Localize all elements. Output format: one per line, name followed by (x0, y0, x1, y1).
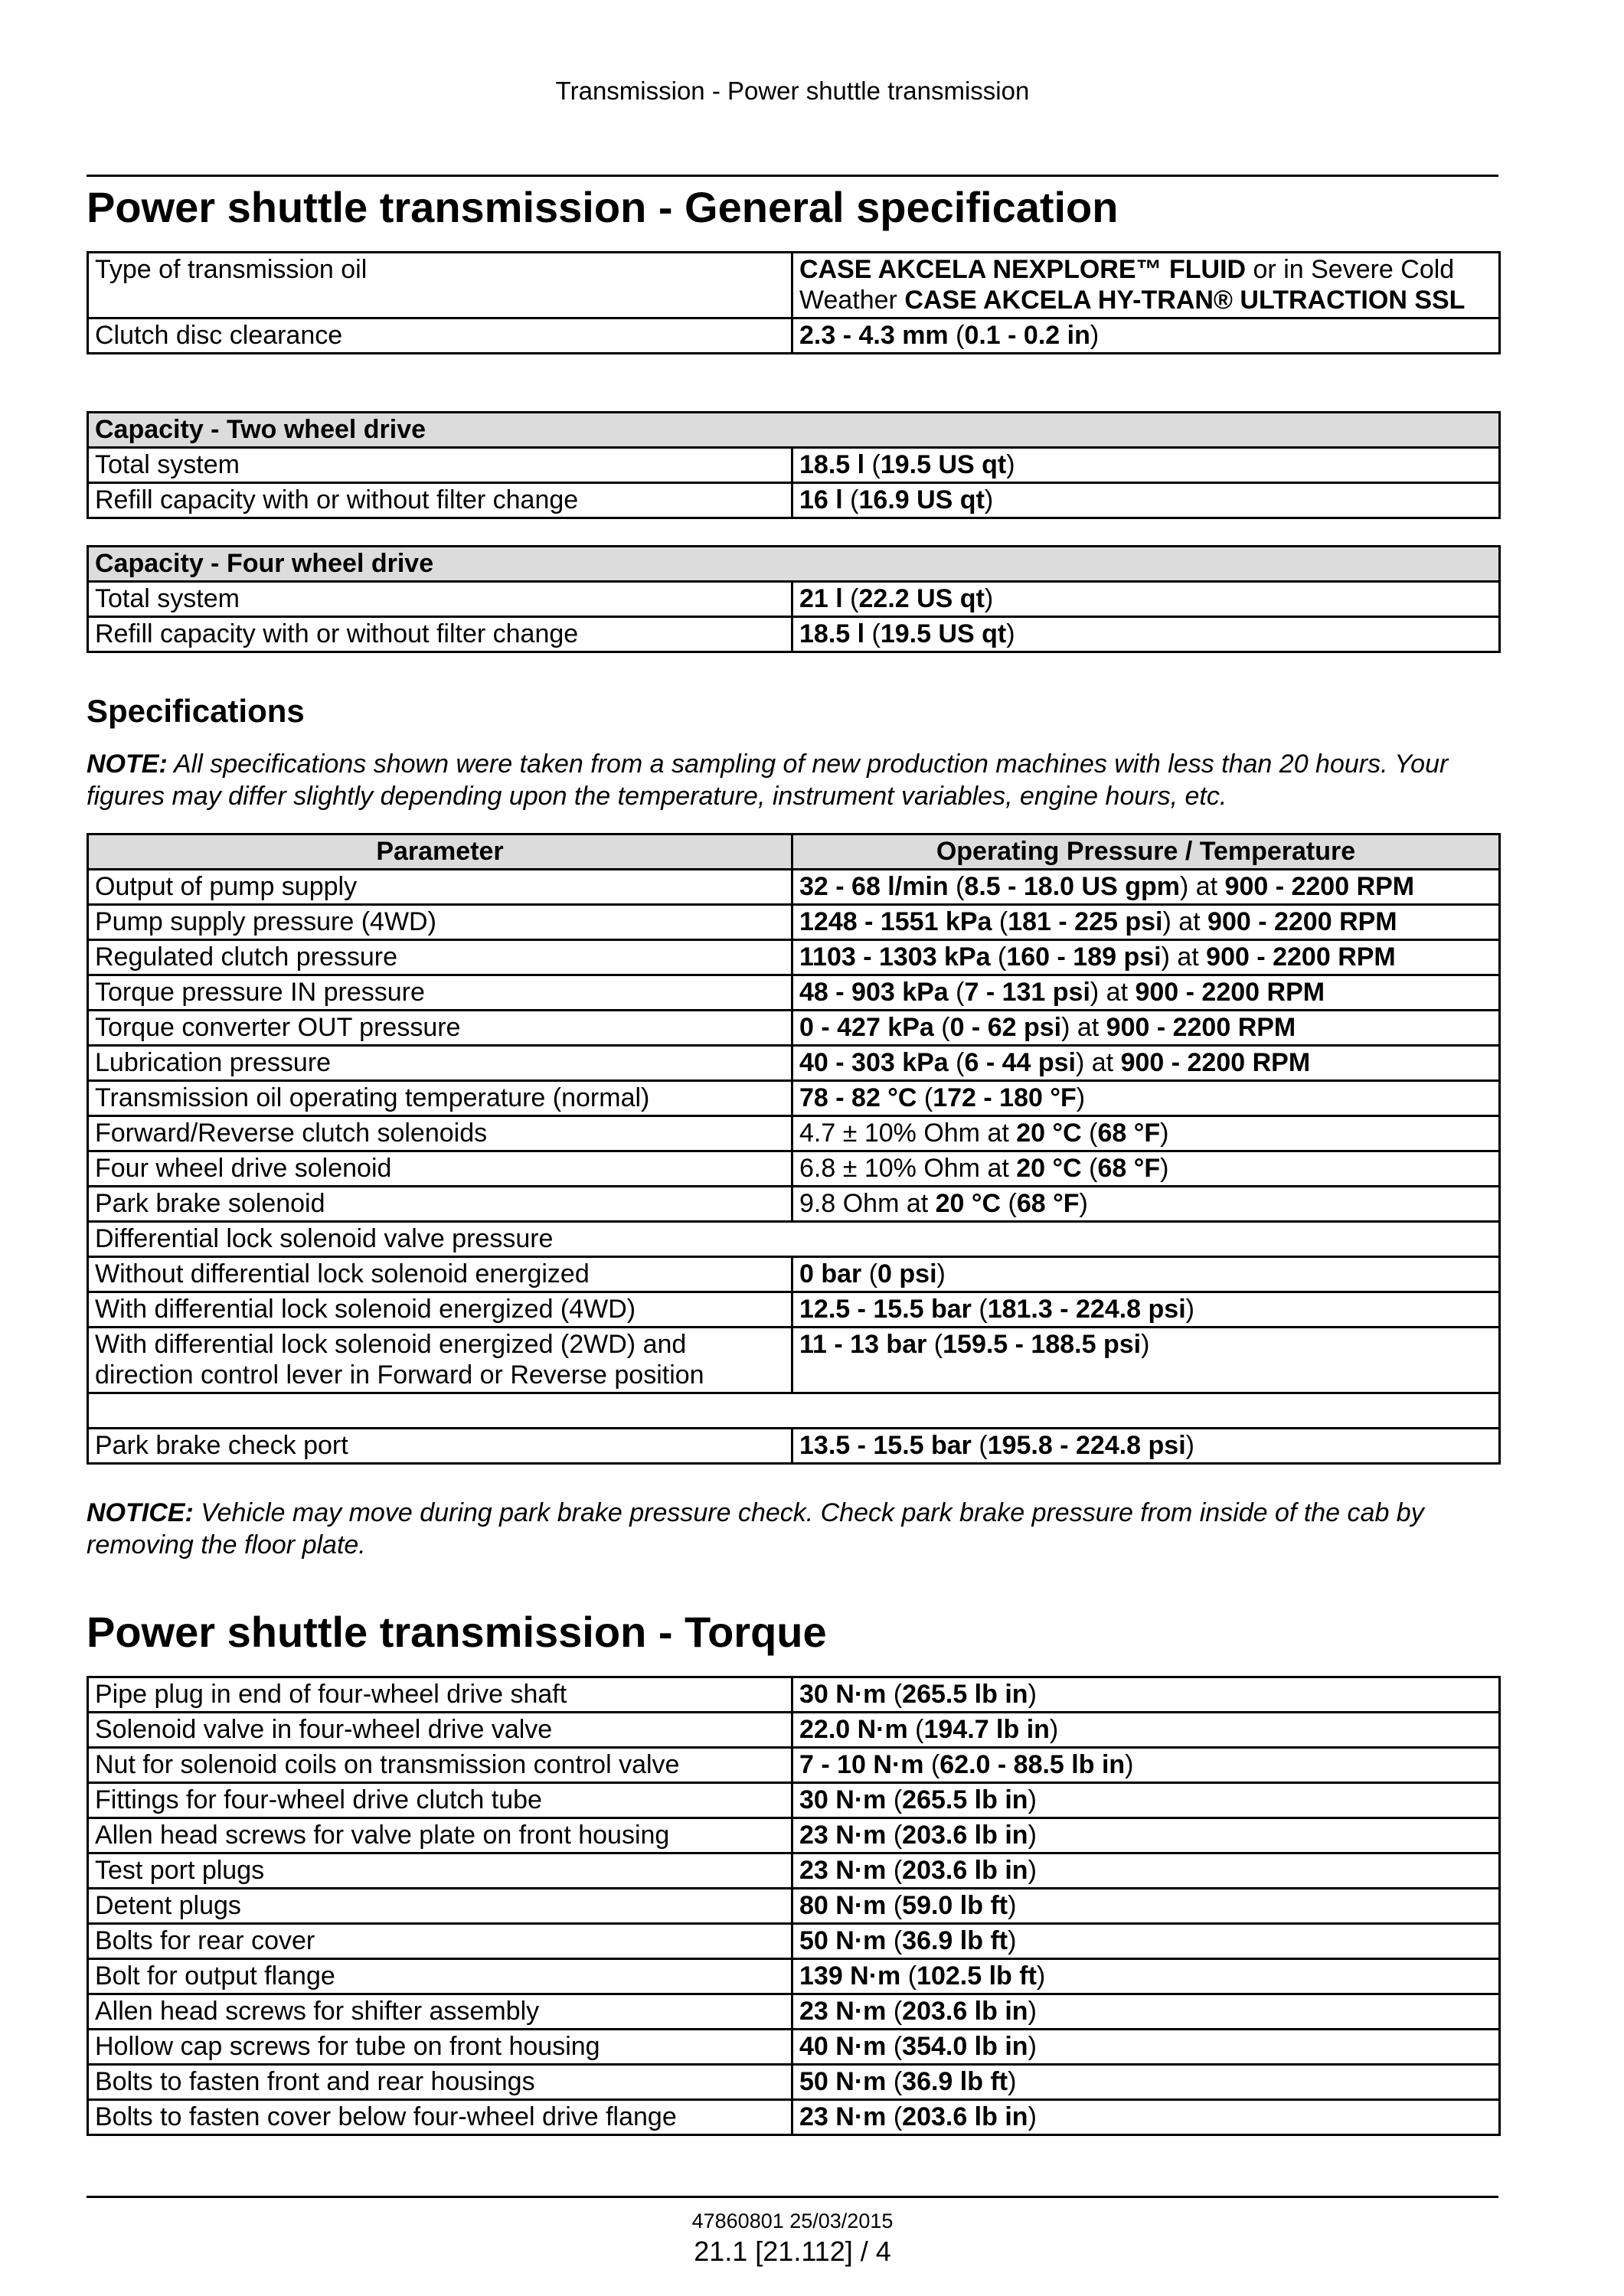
value-segment: 203.6 lb in (902, 2102, 1028, 2131)
table-row (88, 617, 1500, 652)
table-row (88, 1818, 1500, 1853)
table-row (88, 1328, 1500, 1393)
value-segment: 18.5 l (799, 450, 865, 479)
row-value (792, 1783, 1500, 1818)
row-value (792, 1853, 1500, 1889)
value-segment: 203.6 lb in (902, 1856, 1028, 1885)
value-segment: 16 l (799, 485, 843, 514)
value-segment: 68 °F (1097, 1154, 1161, 1183)
col-header-parameter: Parameter (88, 834, 792, 870)
table-row (88, 2100, 1500, 2135)
table-row (88, 582, 1500, 617)
row-value (792, 1818, 1500, 1853)
value-segment: 203.6 lb in (902, 1997, 1028, 2026)
row-label: Detent plugs (88, 1889, 792, 1924)
value-segment: 900 - 2200 RPM (1120, 1048, 1311, 1077)
value-segment: ) (1028, 1785, 1037, 1814)
value-segment: 6 - 44 psi (964, 1048, 1076, 1077)
value-segment: ( (971, 1431, 988, 1460)
table-row (88, 1257, 1500, 1292)
general-spec-title: Power shuttle transmission - General specification (87, 183, 1119, 231)
value-segment: 265.5 lb in (902, 1785, 1028, 1814)
value-segment: 900 - 2200 RPM (1206, 942, 1396, 972)
table-row (88, 975, 1500, 1011)
value-segment: 23 N·m (799, 1856, 887, 1885)
value-segment: ) (1185, 1295, 1194, 1324)
value-segment: ( (886, 2067, 903, 2096)
value-segment: ( (1081, 1154, 1098, 1183)
value-segment: ) (1006, 450, 1015, 479)
value-segment: ( (1081, 1119, 1098, 1148)
value-segment: 36.9 lb ft (902, 2067, 1008, 2096)
row-value (792, 1011, 1500, 1046)
row-value (792, 870, 1500, 905)
table-row (88, 870, 1500, 905)
value-segment: CASE AKCELA HY-TRAN® ULTRACTION SSL (904, 286, 1466, 315)
table-row (88, 1889, 1500, 1924)
value-segment: ) (1160, 1154, 1169, 1183)
value-segment: ( (886, 1891, 903, 1920)
table-row (88, 448, 1500, 483)
value-segment: 30 N·m (799, 1785, 887, 1814)
row-value (792, 448, 1500, 483)
row-label: Total system (88, 448, 792, 483)
table-row (88, 1081, 1500, 1116)
row-label: With differential lock solenoid energized (4WD) (88, 1292, 792, 1328)
row-value (792, 905, 1500, 940)
value-segment: ) (1049, 1715, 1059, 1744)
value-segment: ( (971, 1295, 988, 1324)
value-segment: ( (948, 1048, 965, 1077)
row-value (792, 253, 1500, 318)
value-segment: 172 - 180 °F (933, 1083, 1077, 1112)
value-segment: 0.1 - 0.2 in (964, 321, 1090, 350)
value-segment: ) (1028, 1821, 1037, 1850)
value-segment: 23 N·m (799, 1997, 887, 2026)
table-row (88, 483, 1500, 518)
value-segment: 16.9 US qt (858, 485, 985, 514)
header-rule (87, 175, 1498, 177)
value-segment: 0 - 427 kPa (799, 1013, 934, 1042)
value-segment: 23 N·m (799, 2102, 887, 2131)
row-value (792, 1081, 1500, 1116)
value-segment: 21 l (799, 584, 843, 613)
value-segment: ( (886, 1926, 903, 1955)
value-segment: ( (842, 485, 859, 514)
row-label: Regulated clutch pressure (88, 940, 792, 975)
value-segment: ) (984, 485, 994, 514)
row-value (792, 483, 1500, 518)
value-segment: ( (948, 872, 965, 901)
footer-doc-id: 47860801 25/03/2015 (691, 2209, 894, 2232)
value-segment: ) (1079, 1189, 1088, 1218)
row-label: Pump supply pressure (4WD) (88, 905, 792, 940)
value-segment: ( (948, 321, 965, 350)
specifications-heading: Specifications (87, 693, 305, 729)
row-label: Bolt for output flange (88, 1959, 792, 1994)
value-segment: 59.0 lb ft (902, 1891, 1008, 1920)
row-label: Torque converter OUT pressure (88, 1011, 792, 1046)
row-value (792, 1959, 1500, 1994)
row-label: Park brake solenoid (88, 1187, 792, 1222)
value-segment: 68 °F (1097, 1119, 1161, 1148)
value-segment: 36.9 lb ft (902, 1926, 1008, 1955)
value-segment: 80 N·m (799, 1891, 887, 1920)
value-segment: 30 N·m (799, 1680, 887, 1709)
table-row (88, 1011, 1500, 1046)
value-segment: 203.6 lb in (902, 1821, 1028, 1850)
value-segment: ( (886, 1821, 903, 1850)
value-segment: 159.5 - 188.5 psi (943, 1330, 1142, 1359)
row-label: Four wheel drive solenoid (88, 1151, 792, 1187)
value-segment: 19.5 US qt (880, 619, 1007, 648)
value-segment: ) (1141, 1330, 1150, 1359)
value-segment: 900 - 2200 RPM (1135, 978, 1325, 1007)
general-spec-table (87, 251, 1501, 354)
table-row (88, 1994, 1500, 2030)
running-header: Transmission - Power shuttle transmission (555, 77, 1030, 105)
value-segment: ( (886, 2102, 903, 2131)
value-segment: 1103 - 1303 kPa (799, 942, 991, 972)
specifications-note (87, 748, 1498, 812)
value-segment: ) (1028, 2032, 1037, 2061)
row-label: Lubrication pressure (88, 1046, 792, 1081)
value-segment: ) (1090, 321, 1100, 350)
value-segment: 6.8 ± 10% Ohm at (799, 1154, 1017, 1183)
value-segment: ) (1028, 2102, 1037, 2131)
value-segment: 20 °C (1016, 1154, 1082, 1183)
note-text: All specifications shown were taken from a sampling of new production machines with less than 20 hours. Your figures may differ slightly depending upon the temperature, instrument variables, engine hours, etc. (87, 750, 1449, 811)
value-segment: ( (907, 1715, 924, 1744)
row-label: Type of transmission oil (88, 253, 792, 318)
notice-label: NOTICE: (87, 1498, 194, 1527)
table-row (88, 1677, 1500, 1713)
value-segment: 78 - 82 °C (799, 1083, 917, 1112)
footer-rule (87, 2196, 1498, 2198)
value-segment: 20 °C (935, 1189, 1002, 1218)
table-row (88, 1116, 1500, 1151)
value-segment: ( (886, 1785, 903, 1814)
value-segment: ) (1028, 1680, 1037, 1709)
value-segment: ) (1185, 1431, 1194, 1460)
value-segment: ( (886, 1680, 903, 1709)
value-segment: ) at (1090, 978, 1135, 1007)
row-value (792, 1994, 1500, 2030)
value-segment: ) (1076, 1083, 1086, 1112)
value-segment: ( (861, 1259, 878, 1288)
value-segment: ( (926, 1330, 943, 1359)
row-label: Clutch disc clearance (88, 318, 792, 354)
value-segment: ( (933, 1013, 950, 1042)
table-row (88, 1046, 1500, 1081)
value-segment: ( (923, 1750, 940, 1779)
value-segment: ( (864, 619, 881, 648)
row-label: Torque pressure IN pressure (88, 975, 792, 1011)
value-segment: 11 - 13 bar (799, 1330, 927, 1359)
value-segment: 12.5 - 15.5 bar (799, 1295, 972, 1324)
value-segment: 32 - 68 l/min (799, 872, 949, 901)
row-value (792, 1328, 1500, 1393)
value-segment: CASE AKCELA NEXPLORE™ FLUID (799, 255, 1247, 284)
row-value (792, 975, 1500, 1011)
row-label: With differential lock solenoid energized (2WD) and direction control lever in Forward or Reverse position (88, 1328, 792, 1393)
row-label: Differential lock solenoid valve pressure (88, 1222, 1500, 1257)
value-segment: 7 - 10 N·m (799, 1750, 924, 1779)
value-segment: ) at (1162, 907, 1208, 936)
table-row (88, 1187, 1500, 1222)
value-segment: 181.3 - 224.8 psi (987, 1295, 1186, 1324)
value-segment: 194.7 lb in (923, 1715, 1050, 1744)
value-segment: ) at (1161, 942, 1207, 972)
table-row (88, 2030, 1500, 2065)
value-segment: ) (1006, 619, 1015, 648)
col-header-operating: Operating Pressure / Temperature (792, 834, 1500, 870)
note-label: NOTE: (87, 750, 168, 779)
table-row (88, 1959, 1500, 1994)
value-segment: ( (917, 1083, 933, 1112)
value-segment: 50 N·m (799, 1926, 887, 1955)
value-segment: 900 - 2200 RPM (1207, 907, 1397, 936)
row-value (792, 1748, 1500, 1783)
value-segment: ( (1001, 1189, 1017, 1218)
table-row (88, 940, 1500, 975)
value-segment: ) (1008, 1926, 1017, 1955)
table-row (88, 1713, 1500, 1748)
value-segment: 40 N·m (799, 2032, 887, 2061)
torque-title: Power shuttle transmission - Torque (87, 1608, 827, 1656)
row-value (792, 2030, 1500, 2065)
row-label: Hollow cap screws for tube on front housing (88, 2030, 792, 2065)
table-row (88, 1783, 1500, 1818)
table-row (88, 1151, 1500, 1187)
row-label: Park brake check port (88, 1429, 792, 1464)
value-segment: ) (1125, 1750, 1134, 1779)
value-segment: 2.3 - 4.3 mm (799, 321, 949, 350)
value-segment: 0 bar (799, 1259, 862, 1288)
value-segment: ) (1008, 1891, 1017, 1920)
notice-text: Vehicle may move during park brake pressure check. Check park brake pressure from inside of the cab by removing the floor plate. (87, 1498, 1424, 1560)
table-row (88, 253, 1500, 318)
table-row (88, 1853, 1500, 1889)
table-row (88, 318, 1500, 354)
row-label: Transmission oil operating temperature (normal) (88, 1081, 792, 1116)
row-value (792, 1187, 1500, 1222)
value-segment: ( (900, 1961, 917, 1991)
row-value (792, 1116, 1500, 1151)
notice (87, 1497, 1498, 1561)
value-segment: 8.5 - 18.0 US gpm (964, 872, 1180, 901)
value-segment: ( (990, 942, 1007, 972)
value-segment: ( (992, 907, 1008, 936)
value-segment: ( (948, 978, 965, 1007)
row-value (792, 1677, 1500, 1713)
row-label: Allen head screws for valve plate on front housing (88, 1818, 792, 1853)
value-segment: ) at (1061, 1013, 1106, 1042)
capacity-2wd-heading: Capacity - Two wheel drive (88, 413, 1500, 448)
value-segment: 23 N·m (799, 1821, 887, 1850)
table-row (88, 1429, 1500, 1464)
value-segment: ( (886, 2032, 903, 2061)
row-label: Bolts to fasten cover below four-wheel drive flange (88, 2100, 792, 2135)
row-value (792, 1257, 1500, 1292)
row-label: Fittings for four-wheel drive clutch tube (88, 1783, 792, 1818)
row-value (792, 1046, 1500, 1081)
value-segment: 48 - 903 kPa (799, 978, 949, 1007)
row-label: Refill capacity with or without filter change (88, 483, 792, 518)
value-segment: ) (1028, 1997, 1037, 2026)
value-segment: ( (842, 584, 859, 613)
row-value (792, 2065, 1500, 2100)
value-segment: 1248 - 1551 kPa (799, 907, 992, 936)
row-label: Refill capacity with or without filter change (88, 617, 792, 652)
value-segment: ( (864, 450, 881, 479)
value-segment: 9.8 Ohm at (799, 1189, 936, 1218)
value-segment: ) (984, 584, 994, 613)
value-segment: ) (1028, 1856, 1037, 1885)
footer-page-ref: 21.1 [21.112] / 4 (694, 2236, 891, 2267)
row-label: Solenoid valve in four-wheel drive valve (88, 1713, 792, 1748)
value-segment: ) (1036, 1961, 1046, 1991)
value-segment: 139 N·m (799, 1961, 901, 1991)
value-segment: 0 - 62 psi (949, 1013, 1062, 1042)
row-value (792, 318, 1500, 354)
value-segment: 265.5 lb in (902, 1680, 1028, 1709)
value-segment: 900 - 2200 RPM (1106, 1013, 1296, 1042)
value-segment: 22.2 US qt (858, 584, 985, 613)
capacity-4wd-table (87, 545, 1501, 653)
value-segment: 18.5 l (799, 619, 865, 648)
value-segment: 20 °C (1016, 1119, 1082, 1148)
row-label: Bolts for rear cover (88, 1924, 792, 1959)
value-segment: ( (886, 1856, 903, 1885)
value-segment: 195.8 - 224.8 psi (987, 1431, 1186, 1460)
row-label: Pipe plug in end of four-wheel drive shaft (88, 1677, 792, 1713)
value-segment: ) at (1076, 1048, 1121, 1077)
value-segment: ) at (1179, 872, 1225, 901)
value-segment: 181 - 225 psi (1008, 907, 1163, 936)
row-value (792, 2100, 1500, 2135)
table-row (88, 905, 1500, 940)
value-segment: 160 - 189 psi (1006, 942, 1162, 972)
value-segment: 22.0 N·m (799, 1715, 908, 1744)
row-label: Allen head screws for shifter assembly (88, 1994, 792, 2030)
row-label: Output of pump supply (88, 870, 792, 905)
specifications-table (87, 833, 1501, 1465)
value-segment: 68 °F (1016, 1189, 1080, 1218)
value-segment: 19.5 US qt (880, 450, 1007, 479)
value-segment: 354.0 lb in (902, 2032, 1028, 2061)
row-label: Nut for solenoid coils on transmission control valve (88, 1748, 792, 1783)
row-label: Forward/Reverse clutch solenoids (88, 1116, 792, 1151)
value-segment: 13.5 - 15.5 bar (799, 1431, 972, 1460)
table-row (88, 1292, 1500, 1328)
torque-table (87, 1676, 1501, 2136)
value-segment: 900 - 2200 RPM (1224, 872, 1415, 901)
value-segment: 102.5 lb ft (917, 1961, 1037, 1991)
value-segment: 4.7 ± 10% Ohm at (799, 1119, 1017, 1148)
row-label (88, 1393, 1500, 1429)
table-row (88, 2065, 1500, 2100)
table-row (88, 1924, 1500, 1959)
value-segment: or in Severe Cold Weather (799, 255, 1455, 315)
row-value (792, 1713, 1500, 1748)
value-segment: 50 N·m (799, 2067, 887, 2096)
table-row (88, 1393, 1500, 1429)
row-value (792, 940, 1500, 975)
value-segment: ( (886, 1997, 903, 2026)
value-segment: 7 - 131 psi (964, 978, 1090, 1007)
value-segment: 62.0 - 88.5 lb in (939, 1750, 1126, 1779)
row-value (792, 617, 1500, 652)
capacity-2wd-table (87, 411, 1501, 519)
value-segment: ) (1008, 2067, 1017, 2096)
row-value (792, 582, 1500, 617)
table-row (88, 1222, 1500, 1257)
row-value (792, 1292, 1500, 1328)
value-segment: ) (1160, 1119, 1169, 1148)
value-segment: ) (936, 1259, 946, 1288)
row-label: Test port plugs (88, 1853, 792, 1889)
row-label: Bolts to fasten front and rear housings (88, 2065, 792, 2100)
value-segment: 40 - 303 kPa (799, 1048, 949, 1077)
row-value (792, 1429, 1500, 1464)
row-value (792, 1924, 1500, 1959)
row-label: Total system (88, 582, 792, 617)
row-label: Without differential lock solenoid energized (88, 1257, 792, 1292)
row-value (792, 1151, 1500, 1187)
value-segment: 0 psi (877, 1259, 937, 1288)
row-value (792, 1889, 1500, 1924)
capacity-4wd-heading: Capacity - Four wheel drive (88, 547, 1500, 582)
table-row (88, 1748, 1500, 1783)
